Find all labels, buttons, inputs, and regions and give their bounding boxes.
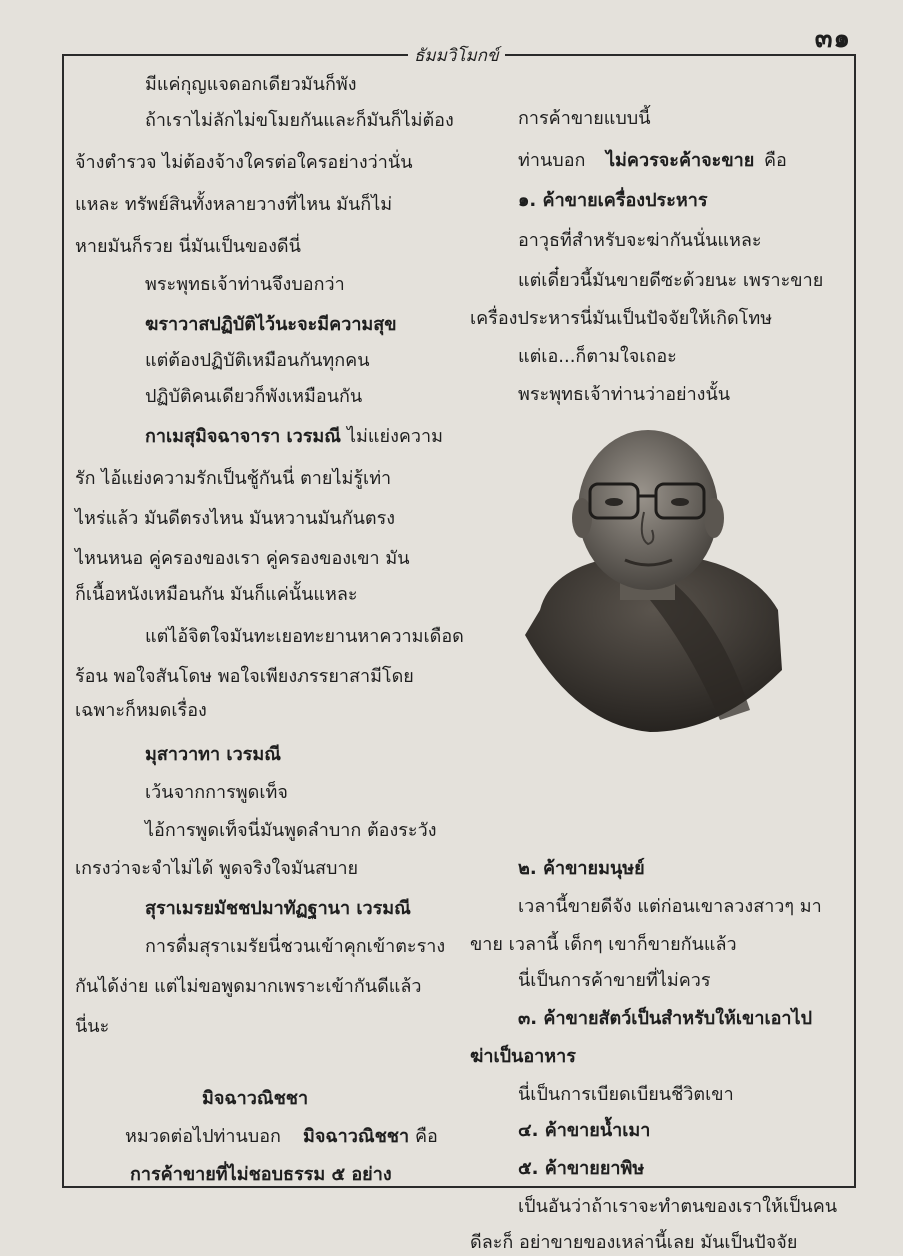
text-line: ๒. ค้าขายมนุษย์ bbox=[518, 858, 645, 879]
text-line: ดีละก็ อย่าขายของเหล่านี้เลย มันเป็นปัจจัย bbox=[470, 1232, 798, 1253]
header-title: ธัมมวิโมกข์ bbox=[408, 42, 505, 69]
text-line: ไหร่แล้ว มันดีตรงไหน มันหวานมันกันตรง bbox=[75, 508, 396, 529]
text-line: เกรงว่าจะจำไม่ได้ พูดจริงใจมันสบาย bbox=[75, 858, 359, 879]
text-line: มิจฉาวณิชชา bbox=[303, 1126, 410, 1147]
text-line: การค้าขายแบบนี้ bbox=[518, 108, 651, 129]
text-line: คือ bbox=[764, 150, 787, 171]
text-line: รัก ไอ้แย่งความรักเป็นชู้กันนี่ ตายไม่รู้เท่า bbox=[75, 468, 392, 489]
text-line: สุราเมรยมัชชปมาทัฏฐานา เวรมณี bbox=[145, 898, 411, 919]
text-line: ๓. ค้าขายสัตว์เป็นสำหรับให้เขาเอาไป bbox=[518, 1008, 813, 1029]
text-line: นี่เป็นการเบียดเบียนชีวิตเขา bbox=[518, 1084, 734, 1105]
text-line: อาวุธที่สำหรับจะฆ่ากันนั่นแหละ bbox=[518, 230, 762, 251]
text-line: กาเมสุมิจฉาจารา เวรมณี bbox=[145, 426, 341, 447]
text-line: ๕. ค้าขายยาพิษ bbox=[518, 1158, 645, 1179]
text-line: เป็นอันว่าถ้าเราจะทำตนของเราให้เป็นคน bbox=[518, 1196, 838, 1217]
text-line: ฆราวาสปฏิบัติไว้นะจะมีความสุข bbox=[145, 314, 397, 335]
text-line: แต่ต้องปฏิบัติเหมือนกันทุกคน bbox=[145, 350, 370, 371]
text-line: ฆ่าเป็นอาหาร bbox=[470, 1046, 576, 1067]
text-line: ๑. ค้าขายเครื่องประหาร bbox=[518, 190, 708, 211]
text-line: เฉพาะก็หมดเรื่อง bbox=[75, 700, 207, 721]
text-line: ร้อน พอใจสันโดษ พอใจเพียงภรรยาสามีโดย bbox=[75, 666, 414, 687]
text-line: หายมันก็รวย นี่มันเป็นของดีนี่ bbox=[75, 236, 301, 257]
text-line: เว้นจากการพูดเท็จ bbox=[145, 782, 288, 803]
page-number: ๓๑ bbox=[814, 24, 851, 54]
text-line: แต่เอ...ก็ตามใจเถอะ bbox=[518, 346, 677, 367]
text-line: ขาย เวลานี้ เด็กๆ เขาก็ขายกันแล้ว bbox=[470, 934, 737, 955]
text-line: มุสาวาทา เวรมณี bbox=[145, 744, 281, 765]
text-line: การค้าขายที่ไม่ชอบธรรม ๕ อย่าง bbox=[130, 1164, 392, 1185]
text-line: ไม่แย่งความ bbox=[347, 426, 443, 447]
text-line: แหละ ทรัพย์สินทั้งหลายวางที่ไหน มันก็ไม่ bbox=[75, 194, 393, 215]
text-line: จ้างตำรวจ ไม่ต้องจ้างใครต่อใครอย่างว่านั่น bbox=[75, 152, 413, 173]
text-line: พระพุทธเจ้าท่านว่าอย่างนั้น bbox=[518, 384, 731, 405]
text-line: แต่เดี๋ยวนี้มันขายดีซะด้วยนะ เพราะขาย bbox=[518, 270, 824, 291]
text-line: ไม่ควรจะค้าจะขาย bbox=[606, 150, 755, 171]
text-line: ไหนหนอ คู่ครองของเรา คู่ครองของเขา มัน bbox=[75, 548, 410, 569]
text-line: เวลานี้ขายดีจัง แต่ก่อนเขาลวงสาวๆ มา bbox=[518, 896, 822, 917]
text-line: ๔. ค้าขายน้ำเมา bbox=[518, 1120, 651, 1141]
text-line: มิจฉาวณิชชา bbox=[202, 1088, 309, 1109]
monk-portrait-photo bbox=[520, 420, 785, 732]
text-line: คือ bbox=[415, 1126, 438, 1147]
text-line: เครื่องประหารนี่มันเป็นปัจจัยให้เกิดโทษ bbox=[470, 308, 773, 329]
text-line: ถ้าเราไม่ลักไม่ขโมยกันและก็มันก็ไม่ต้อง bbox=[145, 110, 454, 131]
text-line: การดื่มสุราเมรัยนี่ชวนเข้าคุกเข้าตะราง bbox=[145, 936, 446, 957]
text-line: แต่ไอ้จิตใจมันทะเยอทะยานหาความเดือด bbox=[145, 626, 464, 647]
text-line: นี่นะ bbox=[75, 1016, 110, 1037]
text-line: ปฏิบัติคนเดียวก็พังเหมือนกัน bbox=[145, 386, 363, 407]
text-line: หมวดต่อไปท่านบอก bbox=[125, 1126, 281, 1147]
text-line: ไอ้การพูดเท็จนี่มันพูดลำบาก ต้องระวัง bbox=[145, 820, 437, 841]
text-line: ก็เนื้อหนังเหมือนกัน มันก็แค่นั้นแหละ bbox=[75, 584, 358, 605]
text-line: กันได้ง่าย แต่ไม่ขอพูดมากเพราะเข้ากันดีแล้ว bbox=[75, 976, 422, 997]
text-line: พระพุทธเจ้าท่านจึงบอกว่า bbox=[145, 274, 345, 295]
text-line: นี่เป็นการค้าขายที่ไม่ควร bbox=[518, 970, 711, 991]
text-line: ท่านบอก bbox=[518, 150, 586, 171]
text-line: มีแค่กุญแจดอกเดียวมันก็พัง bbox=[145, 74, 357, 95]
